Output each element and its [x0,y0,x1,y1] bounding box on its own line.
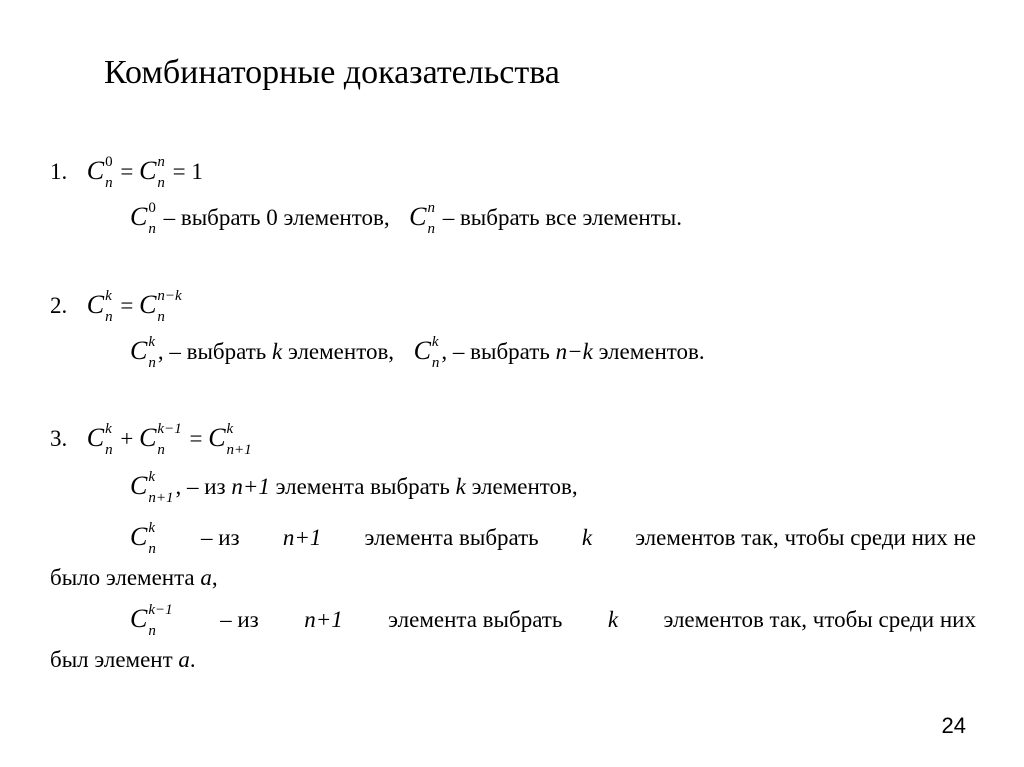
sup: k [148,519,156,536]
n-plus-1: n+1 [231,474,270,499]
c-symbol: C [86,423,105,452]
item3-line3 [130,601,976,639]
item3-line2 [130,519,976,557]
text: элементов. [598,339,705,364]
text: элементов так, чтобы среди них [663,607,976,632]
sub: n [148,622,156,639]
sup: n [157,153,165,170]
comma: , [211,565,218,590]
sup: k [226,420,234,437]
text: элементов, [287,339,395,364]
sub: n [148,354,156,371]
item1-number: 1. [50,159,68,184]
sup: 0 [148,199,156,216]
text: был элемент [50,647,173,672]
c-symbol: C [139,423,157,452]
sub: n [105,308,113,325]
comma: , [441,339,448,364]
sub: n+1 [226,441,252,458]
sup: k−1 [157,420,182,437]
comma: , [175,474,182,499]
slide-title: Комбинаторные доказательства [104,54,560,91]
item2-formula [50,287,184,325]
item1-explanation [130,199,682,237]
eq: = [120,293,134,318]
c-symbol: C [130,604,148,633]
text: – выбрать [452,339,550,364]
text: элемента выбрать [364,525,539,550]
sub: n [427,220,435,237]
item3-number: 3. [50,426,68,451]
text: было элемента [50,565,195,590]
item3-line2-tail [50,566,218,589]
sup: 0 [105,153,113,170]
n-minus-k: n−k [555,339,593,364]
item3-line3-tail: был элемент a. [50,647,196,672]
eq: = [172,159,186,184]
item3-formula [50,420,254,458]
k: k [607,607,619,632]
text: элементов, [283,205,390,230]
k: k [272,339,283,364]
sub: n [148,540,156,557]
c-symbol: C [130,522,148,551]
item2-explanation [130,333,705,371]
sub: n [105,441,113,458]
result: 1 [191,159,203,184]
zero: 0 [266,205,278,230]
item1-formula [50,153,203,191]
sup: k [105,287,112,304]
sub: n [148,220,156,237]
sup: k [431,333,439,350]
a: a [200,565,212,590]
plus: + [120,426,134,451]
c-symbol: C [130,471,148,500]
sub: n [157,174,165,191]
c-symbol: C [139,290,157,319]
item3-line1 [130,468,578,506]
eq: = [120,159,134,184]
text: – из [201,525,240,550]
comma: , [157,339,164,364]
text: – выбрать все элементы. [442,205,682,230]
c-symbol: C [208,423,226,452]
text: элемента выбрать [388,607,563,632]
c-symbol: C [413,336,431,365]
sub: n [157,308,165,325]
sub: n [431,354,440,371]
sup: k [148,333,156,350]
text: элементов так, чтобы среди них не [635,525,976,550]
sup: k [148,468,156,485]
sub: n [157,441,165,458]
k: k [455,474,466,499]
k: k [581,525,593,550]
text: элементов, [471,474,578,499]
text: – из [186,474,226,499]
text: – выбрать [163,205,261,230]
sup: k [105,420,112,437]
sub: n [105,174,113,191]
c-symbol: C [139,156,157,185]
text: – из [220,607,259,632]
item2-number: 2. [50,293,68,318]
c-symbol: C [86,156,105,185]
sub: n+1 [148,489,174,506]
c-symbol: C [86,290,105,319]
c-symbol: C [130,202,148,231]
sup: n−k [157,287,182,304]
page-number: 24 [941,713,966,738]
n-plus-1: n+1 [304,607,343,632]
n-plus-1: n+1 [282,525,322,550]
c-symbol: C [130,336,148,365]
c-symbol: C [409,202,427,231]
a: a [178,647,190,672]
sup: k−1 [148,601,173,618]
eq: = [189,426,203,451]
sup: n [427,199,435,216]
text: – выбрать [169,339,267,364]
text: элемента выбрать [275,474,450,499]
